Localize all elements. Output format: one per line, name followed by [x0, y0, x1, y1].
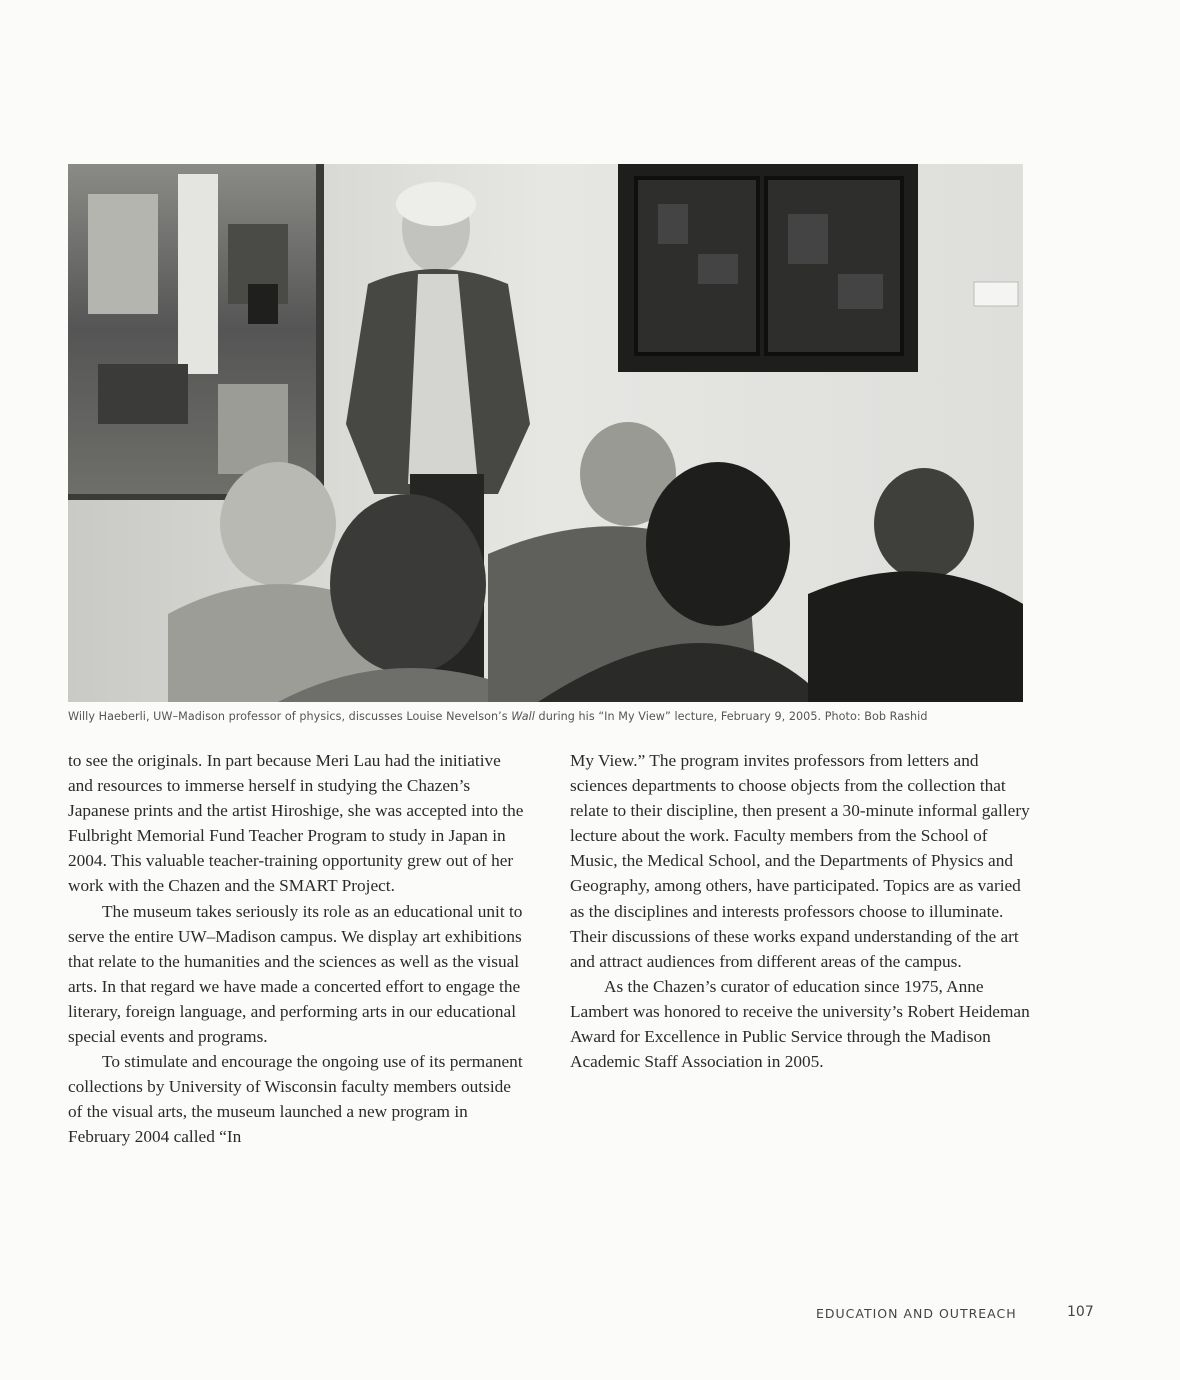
lecture-photo: [68, 164, 1023, 702]
paragraph: As the Chazen’s curator of education since 1975, Anne Lambert was honored to receive the university’s Robert Heideman Award for Excellence in Public Service through the Madison Academic Staff Association in 2005.: [570, 976, 1030, 1072]
page-number: 107: [1067, 1304, 1094, 1320]
caption-artwork-title: Wall: [511, 710, 535, 723]
paragraph: My View.” The program invites professors from letters and sciences departments to choose objects from the collection that relate to their discipline, then present a 30-minute informal gallery lecture about the work. Faculty members from the School of Music, the Medical School, and the Departments of Physics and Geography, among others, have participated. Topics are as varied as the disciplines and interests professors choose to illuminate. Their discussions of these works expand understanding of the art and attract audiences from different areas of the campus.: [570, 751, 1030, 971]
body-column-right: [570, 748, 1030, 1074]
paragraph: to see the originals. In part because Meri Lau had the initiative and resources to immerse herself in studying the Chazen’s Japanese prints and the artist Hiroshige, she was accepted into the Fulbright Memorial Fund Teacher Program to study in Japan in 2004. This valuable teacher-training opportunity grew out of her work with the Chazen and the SMART Project.: [68, 751, 524, 896]
photo-caption: [68, 710, 1028, 723]
caption-part2: during his “In My View” lecture, February 9, 2005. Photo: Bob Rashid: [534, 710, 928, 723]
photo-illustration: [68, 164, 1023, 702]
paragraph: To stimulate and encourage the ongoing use of its permanent collections by University of Wisconsin faculty members outside of the visual arts, the museum launched a new program in February 2004 called “In: [68, 1052, 523, 1147]
caption-part1: Willy Haeberli, UW–Madison professor of physics, discusses Louise Nevelson’s: [68, 710, 512, 723]
paragraph: The museum takes seriously its role as an educational unit to serve the entire UW–Madison campus. We display art exhibitions that relate to the humanities and the sciences as well as the visual arts. In that regard we have made a concerted effort to engage the literary, foreign language, and performing arts in our educational special events and programs.: [68, 901, 523, 1047]
running-footer-section: EDUCATION AND OUTREACH: [816, 1306, 1017, 1321]
body-column-left: [68, 748, 526, 1150]
